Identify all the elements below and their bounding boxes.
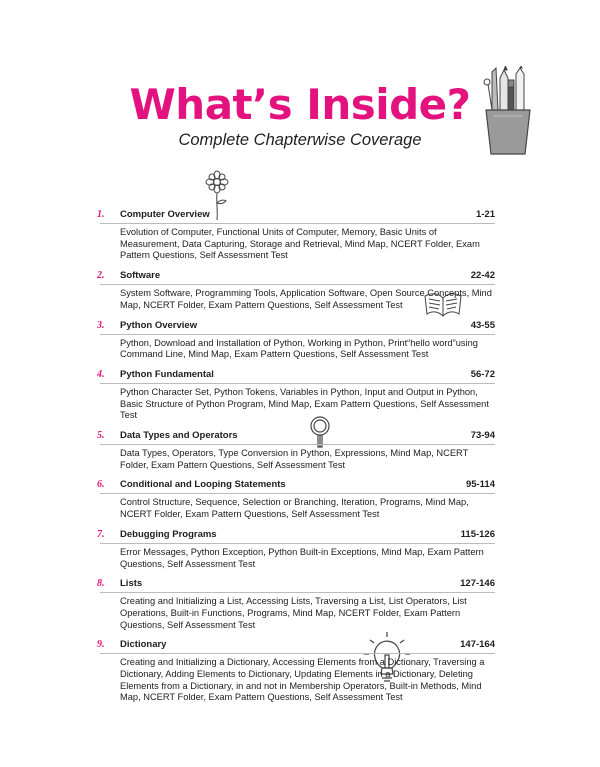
chapter-entry (97, 208, 495, 262)
chapter-pages: 1-21 (475, 209, 495, 220)
chapter-heading (97, 638, 495, 654)
chapter-number: 8. (97, 578, 105, 590)
chapter-title[interactable]: Lists (120, 578, 143, 590)
chapter-heading (97, 528, 495, 544)
chapter-entry (97, 319, 495, 361)
chapter-heading (97, 478, 495, 494)
page-title: What’s Inside? (129, 80, 471, 129)
chapter-number: 7. (97, 528, 105, 540)
chapter-entry (97, 638, 495, 704)
chapter-topics: Evolution of Computer, Functional Units of Computer, Memory, Basic Units of Measurement, Data Capturing, Storage and Retrieval, Mind Map, NCERT Folder, Exam Pattern Questions, Self Assessment Test (120, 227, 480, 261)
chapter-entry (97, 368, 495, 422)
chapter-topics: System Software, Programming Tools, Application Software, Open Source Concepts, Mind Map, NCERT Folder, Exam Pattern Questions, Self Assessment Test (120, 288, 492, 310)
chapter-pages: 115-126 (460, 528, 495, 540)
chapter-number: 2. (97, 270, 105, 282)
chapter-title[interactable]: Data Types and Operators (120, 430, 238, 442)
chapter-title[interactable]: Python Overview (120, 319, 198, 331)
chapter-title[interactable]: Conditional and Looping Statements (120, 479, 286, 491)
chapter-heading (97, 269, 495, 285)
chapter-entry (97, 577, 495, 631)
chapter-number: 6. (97, 479, 105, 491)
chapter-title[interactable]: Python Fundamental (120, 368, 214, 380)
page-subtitle: Complete Chapterwise Coverage (178, 131, 422, 149)
chapter-title[interactable]: Software (120, 270, 161, 282)
chapter-pages: 56-72 (470, 368, 495, 380)
chapter-entry (97, 528, 495, 570)
chapter-number: 5. (97, 430, 105, 442)
chapter-heading (97, 208, 495, 224)
chapter-pages: 127-146 (460, 578, 495, 590)
chapter-topics: Creating and Initializing a List, Accessing Lists, Traversing a List, List Operators, List Operations, Built-in Functions, Programs, Mind Map, NCERT Folder, Exam Pattern Questions, Self Assessment Test (120, 596, 467, 630)
chapter-heading (97, 429, 495, 445)
chapter-pages: 43-55 (470, 319, 495, 331)
chapter-number: 1. (97, 209, 105, 220)
chapter-topics: Error Messages, Python Exception, Python Built-in Exceptions, Mind Map, Exam Pattern Questions, Self Assessment Test (120, 546, 484, 569)
chapter-heading (97, 319, 495, 335)
chapter-topics: Creating and Initializing a Dictionary, Accessing Elements from a Dictionary, Traversing a Dictionary, Adding Elements to Dictionary, Updating Elements in a Dictionary, Deleting Elements from a Dictionary, in and not in Membership Operators, Built-in Methods, Mind Map, NCERT Folder, Exam Pattern Questions, Self Assessment Test (120, 657, 485, 703)
pencil-cup-icon (478, 66, 538, 156)
chapter-entry (97, 429, 495, 471)
chapter-entry (97, 478, 495, 520)
chapter-topics: Python, Download and Installation of Python, Working in Python, Print“hello word”using Command Line, Mind Map, Exam Pattern Questions, Self Assessment Test (120, 337, 478, 360)
chapter-topics: Control Structure, Sequence, Selection or Branching, Iteration, Programs, Mind Map, NCERT Folder, Exam Pattern Questions, Self Assessment Test (120, 497, 469, 520)
chapter-pages: 95-114 (465, 479, 495, 491)
chapter-heading (97, 368, 495, 384)
chapter-entry (97, 269, 495, 311)
chapter-title[interactable]: Computer Overview (120, 209, 210, 220)
chapter-number: 9. (97, 639, 105, 651)
chapter-pages: 147-164 (460, 639, 495, 651)
chapter-number: 4. (97, 368, 105, 380)
chapter-topics: Python Character Set, Python Tokens, Variables in Python, Input and Output in Python, Basic Structure of Python Program, Mind Map, Exam Pattern Questions, Self Assessment Test (120, 386, 489, 421)
contents-list (97, 208, 495, 711)
chapter-pages: 22-42 (470, 270, 495, 282)
chapter-title[interactable]: Debugging Programs (120, 528, 217, 540)
chapter-heading (97, 577, 495, 593)
chapter-pages: 73-94 (470, 430, 495, 442)
chapter-topics: Data Types, Operators, Type Conversion in Python, Expressions, Mind Map, NCERT Folder, Exam Pattern Questions, Self Assessment Test (120, 448, 469, 470)
chapter-number: 3. (97, 319, 105, 331)
chapter-title[interactable]: Dictionary (120, 639, 167, 651)
